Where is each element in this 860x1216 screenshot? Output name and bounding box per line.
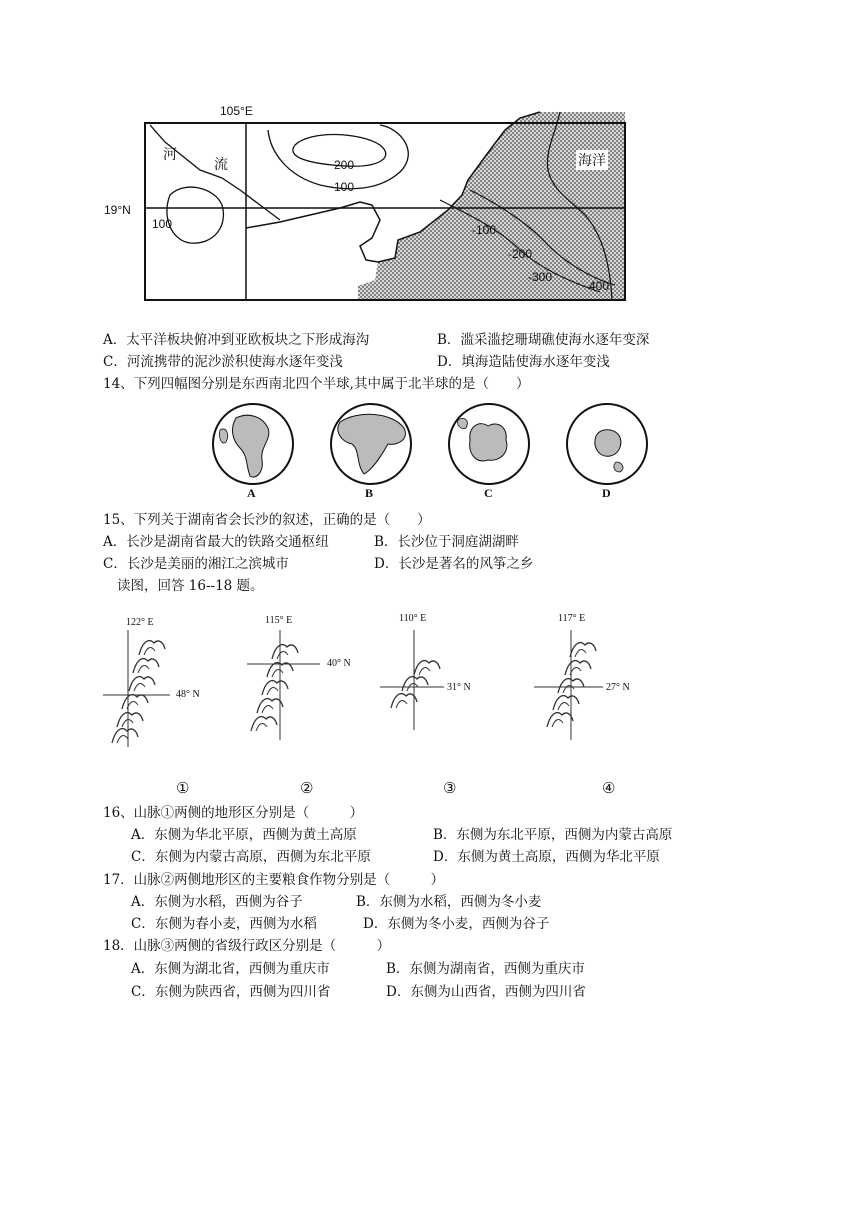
mountain-3-latitude: 31° N [447,682,471,693]
globe-d [567,404,647,484]
contour-label: 100 [334,180,355,194]
mountain-1-latitude: 48° N [176,689,200,700]
latitude-label: 19°N [104,203,131,217]
globe-label-b: B [365,486,374,500]
q15-option-d: D．长沙是著名的风筝之乡 [374,556,534,572]
globe-label-a: A [247,486,256,500]
q14-stem: 14、下列四幅图分别是东西南北四个半球,其中属于北半球的是（ ） [103,376,530,392]
q13-option-b: B．滥采滥挖珊瑚礁使海水逐年变深 [437,332,650,348]
q15-stem: 15、下列关于湖南省会长沙的叙述，正确的是（ ） [103,512,431,528]
contour-label: 200 [334,158,355,172]
reading-prompt: 读图，回答 16--18 题。 [117,578,264,594]
q18-option-a: A．东侧为湖北省，西侧为重庆市 [131,961,330,977]
hemisphere-globes [0,400,860,505]
mountain-3-longitude: 110° E [399,613,427,624]
contour-label: -400 [585,279,610,293]
ocean-label: 海洋 [578,152,606,168]
mountain-1-longitude: 122° E [126,617,154,628]
q16-stem: 16、山脉①两侧的地形区分别是（ ） [103,805,364,821]
q15-option-b: B．长沙位于洞庭湖湖畔 [374,534,519,550]
mountain-4-number: ④ [602,779,616,797]
q16-option-b: B．东侧为东北平原，西侧为内蒙古高原 [433,827,673,843]
globe-label-c: C [484,486,493,500]
globe-a [213,404,293,484]
q16-option-a: A．东侧为华北平原，西侧为黄土高原 [131,827,357,843]
globe-label-d: D [602,486,611,500]
q17-option-c: C．东侧为春小麦，西侧为水稻 [131,916,317,932]
mountain-2-number: ② [300,779,314,797]
globe-b [331,404,411,484]
q16-option-d: D．东侧为黄土高原，西侧为华北平原 [433,849,660,865]
mountain-diagram-2 [247,630,320,740]
q13-option-d: D．填海造陆使海水逐年变浅 [437,354,610,370]
q17-stem: 17．山脉②两侧地形区的主要粮食作物分别是（ ） [103,872,445,888]
coastal-depth-map [0,0,860,320]
q18-option-d: D．东侧为山西省，西侧为四川省 [386,984,586,1000]
q15-option-c: C．长沙是美丽的湘江之滨城市 [103,556,289,572]
mountain-diagram-1 [103,630,170,747]
q18-option-b: B．东侧为湖南省，西侧为重庆市 [386,961,585,977]
q15-option-a: A．长沙是湖南省最大的铁路交通枢纽 [103,534,329,550]
globe-c [449,404,529,484]
q17-option-a: A．东侧为水稻，西侧为谷子 [131,894,303,910]
mountain-4-latitude: 27° N [606,682,630,693]
river-label: 流 [214,156,228,172]
mountain-4-longitude: 117° E [558,613,586,624]
mountain-2-latitude: 40° N [327,658,351,669]
mountain-diagram-4 [534,630,603,740]
q13-option-a: A．太平洋板块俯冲到亚欧板块之下形成海沟 [103,332,370,348]
q17-option-b: B．东侧为水稻，西侧为冬小麦 [356,894,542,910]
contour-label: -300 [528,270,553,284]
q17-option-d: D．东侧为冬小麦，西侧为谷子 [363,916,550,932]
mountain-diagram-3 [380,630,444,730]
q18-option-c: C．东侧为陕西省，西侧为四川省 [131,984,331,1000]
longitude-label: 105°E [220,104,253,118]
contour-label: -100 [472,223,497,237]
contour-label: -200 [508,247,533,261]
mountain-3-number: ③ [443,779,457,797]
q16-option-c: C．东侧为内蒙古高原，西侧为东北平原 [131,849,371,865]
contour-label: 100 [152,217,173,231]
q18-stem: 18．山脉③两侧的省级行政区分别是（ ） [103,938,391,954]
mountain-1-number: ① [176,779,190,797]
mountain-2-longitude: 115° E [265,615,293,626]
river-label: 河 [163,146,177,162]
q13-option-c: C．河流携带的泥沙淤积使海水逐年变浅 [103,354,343,370]
